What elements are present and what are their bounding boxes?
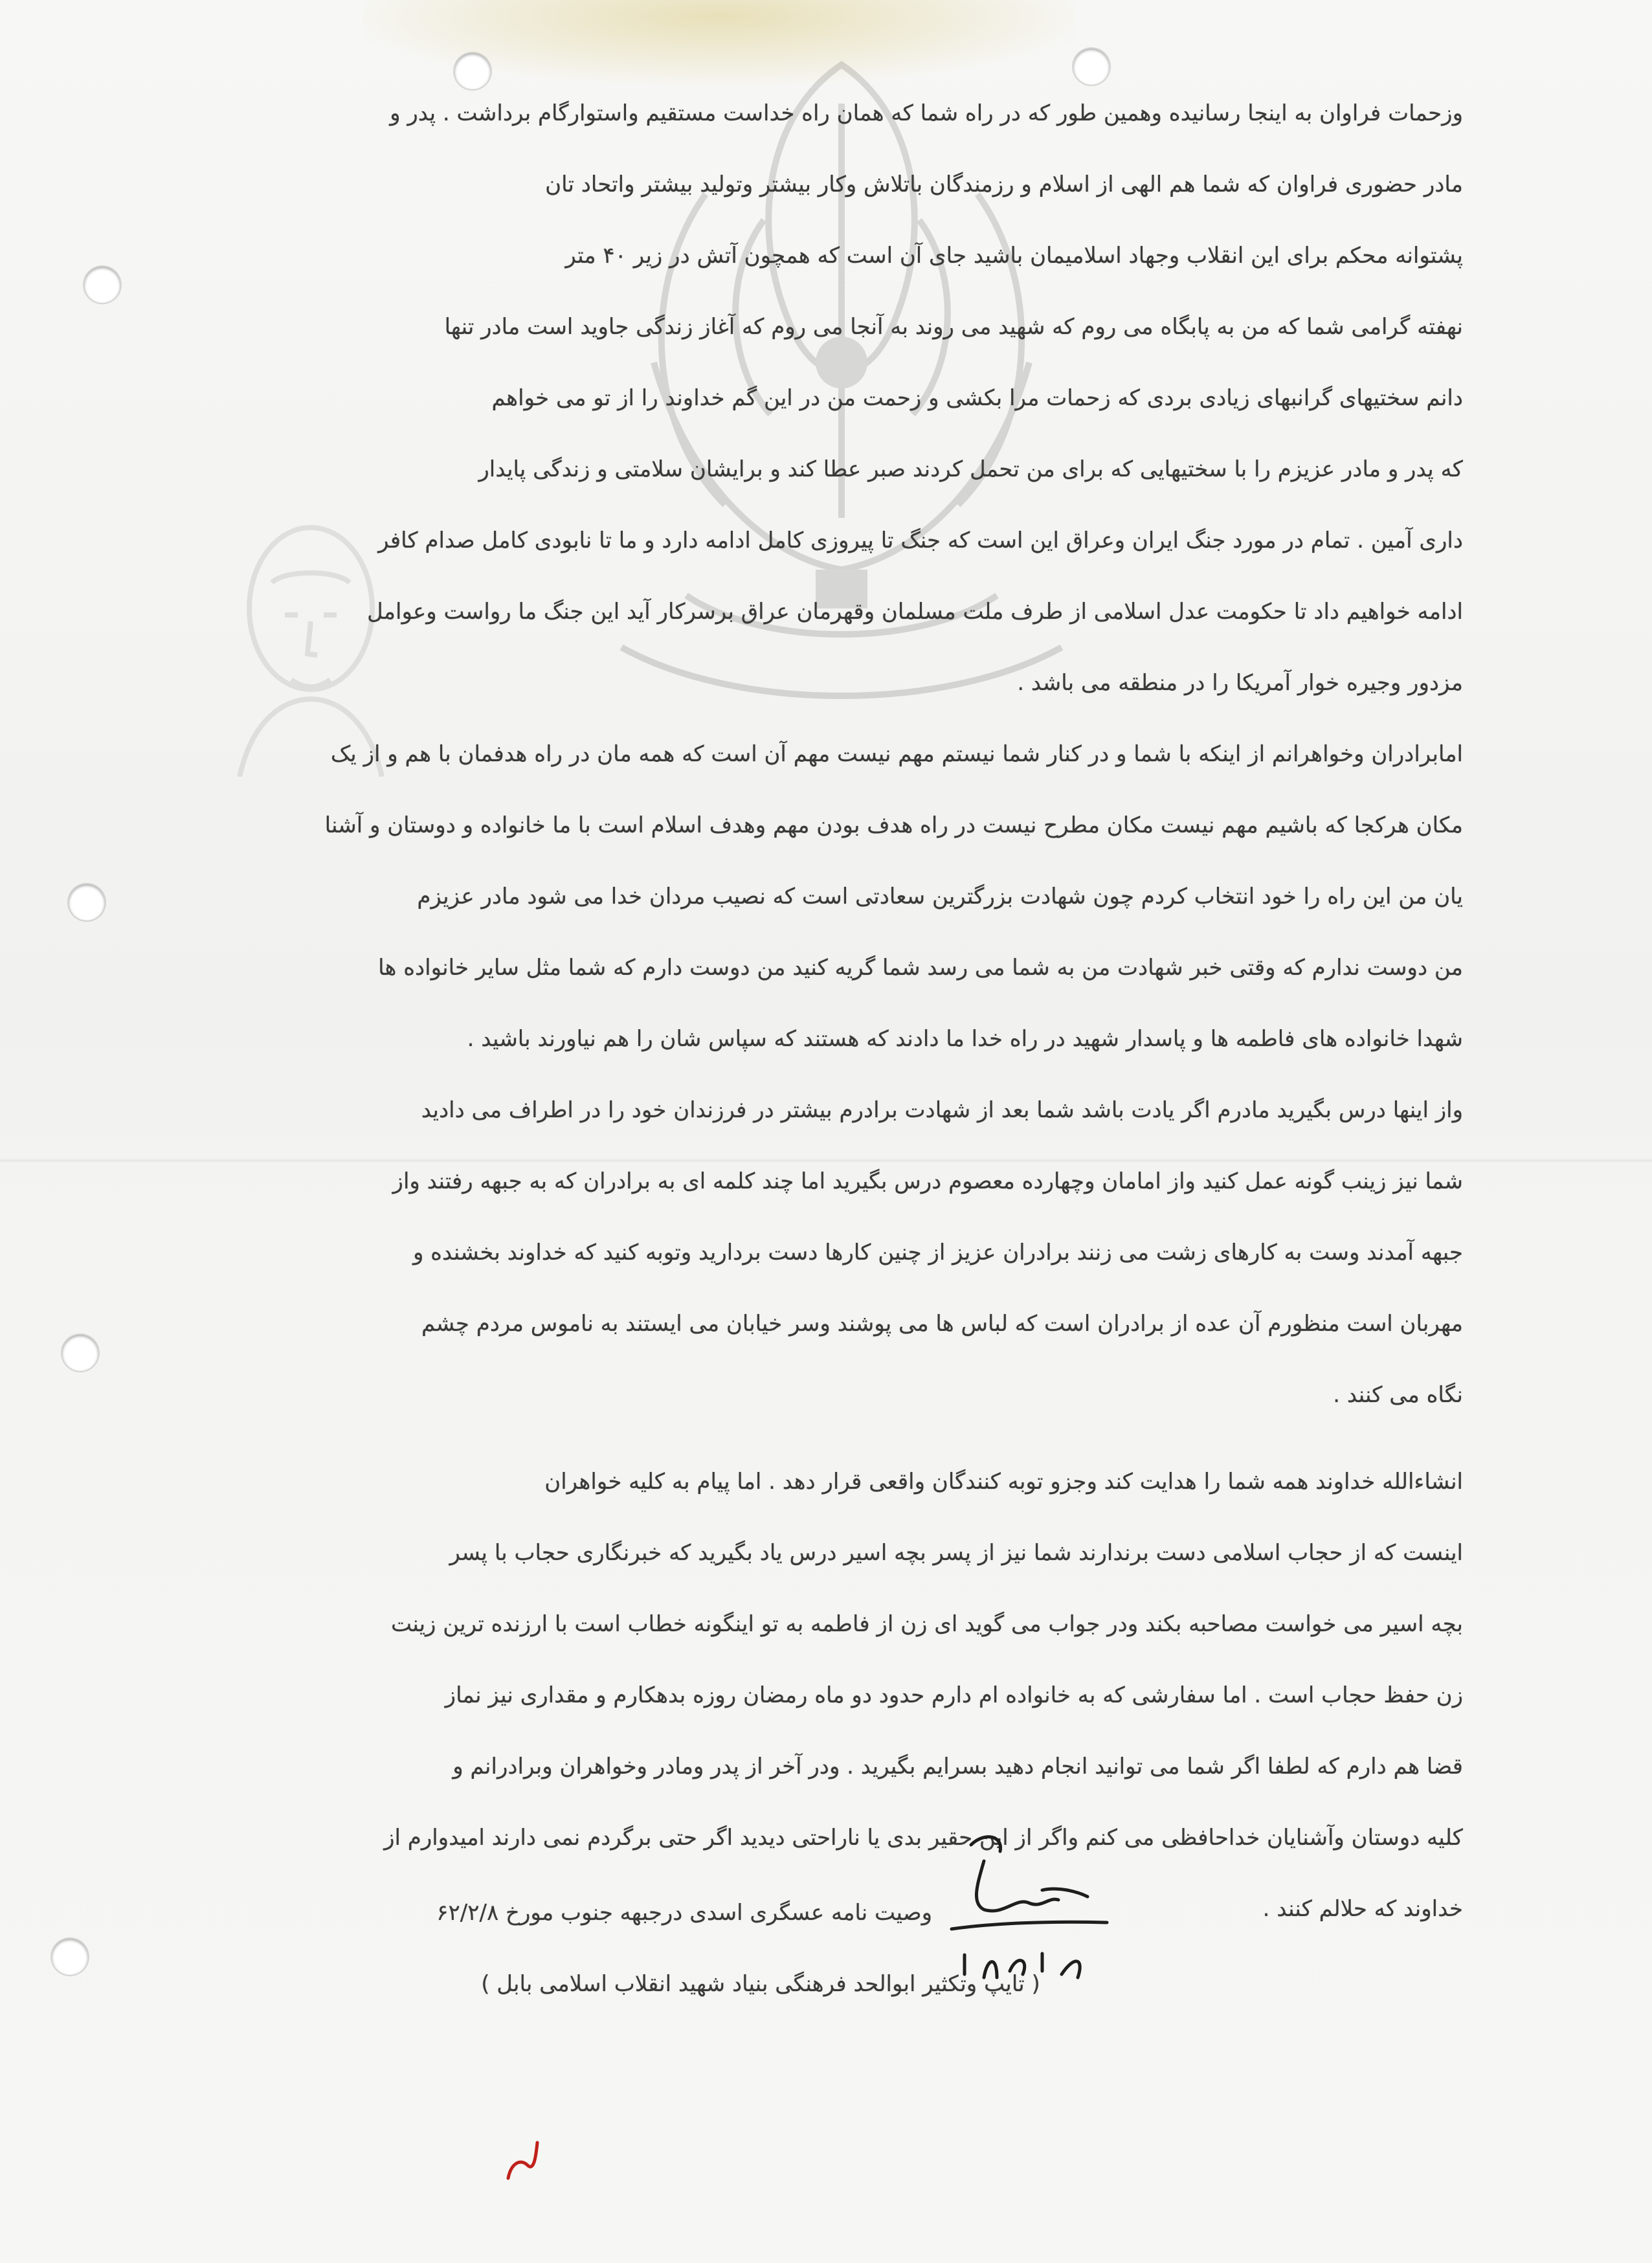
text-line: وزحمات فراوان به اینجا رسانیده وهمین طور که در راه شما که همان راه خداست مستقیم واستوارگام برداشت . پدر و <box>390 100 1463 126</box>
text-line: بچه اسیر می خواست مصاحبه بکند ودر جواب می گوید ای زن از فاطمه به تو اینگونه خطاب است با ارزنده ترین زینت <box>390 1611 1463 1637</box>
text-line: مهربان است منظورم آن عده از برادران است که لباس ها می پوشند وسر خیابان می ایستند به ناموس مردم چشم <box>421 1311 1463 1337</box>
text-line: نهفته گرامی شما که من به پابگاه می روم که شهید می روند به آنجا می روم که آغاز زندگی جاوید است مادر تنها <box>444 314 1463 340</box>
publisher-credit: ( تایپ وتکثیر ابوالحد فرهنگی بنیاد شهید انقلاب اسلامی بابل ) <box>481 1971 1040 1997</box>
will-body-text <box>129 78 1463 1945</box>
text-line: انشاءالله خداوند همه شما را هدایت کند وجزو توبه کنندگان واقعی قرار دهد . اما پیام به کلیه خواهران <box>544 1469 1463 1495</box>
binder-hole <box>62 1335 98 1371</box>
text-line: خداوند که حلالم کنند . <box>1262 1896 1463 1922</box>
paragraph <box>129 719 1463 1075</box>
text-line: من دوست ندارم که وقتی خبر شهادت من به شما می رسد شما گریه کنید من دوست دارم که شما مثل سایر خانواده ها <box>378 955 1463 981</box>
text-line: مکان هرکجا که باشیم مهم نیست مکان مطرح نیست در راه هدف بودن مهم وهدف اسلام است با ما خانواده و دوستان و آشنا <box>324 812 1463 838</box>
text-line: ادامه خواهیم داد تا حکومت عدل اسلامی از طرف ملت مسلمان وقهرمان عراق برسرکار آید این جنگ ما رواست وعوامل <box>367 599 1463 625</box>
handwritten-page-number <box>498 2126 550 2191</box>
will-date-line: وصیت نامه عسگری اسدی درجبهه جنوب مورخ ۶۲/۲/۸ <box>436 1900 932 1926</box>
binder-hole <box>52 1939 88 1975</box>
paragraph <box>129 1446 1463 1945</box>
text-line: مزدور وجیره خوار آمریکا را در منطقه می باشد . <box>1017 670 1463 696</box>
paragraph <box>129 1075 1463 1431</box>
text-line: داری آمین . تمام در مورد جنگ ایران وعراق این است که جنگ تا پیروزی کامل ادامه دارد و ما تا نابودی کامل صدام کافر <box>378 528 1463 553</box>
text-line: واز اینها درس بگیرید مادرم اگر یادت باشد شما بعد از شهادت برادرم بیشتر در فرزندان خود را در اطراف می دادید <box>421 1097 1463 1123</box>
binder-hole <box>84 267 120 303</box>
text-line: کلیه دوستان وآشنایان خداحافظی می کنم واگر از این حقیر بدی یا ناراحتی دیدید اگر حتی برگردم نمی دارند امیدوارم از <box>384 1825 1463 1851</box>
text-line: یان من این راه را خود انتخاب کردم چون شهادت بزرگترین سعادتی است که نصیب مردان خدا می شود مادر عزیزم <box>417 884 1463 909</box>
text-line: دانم سختیهای گرانبهای زیادی بردی که زحمات مرا بکشی و زحمت من در این گم خداوند را از تو می خواهم <box>491 385 1463 411</box>
text-line: قضا هم دارم که لطفا اگر شما می توانید انجام دهید بسرایم بگیرید . ودر آخر از پدر ومادر وخواهران وبرادرانم و <box>452 1754 1463 1779</box>
text-line: اینست که از حجاب اسلامی دست برندارند شما نیز از پسر بچه اسیر درس یاد بگیرید که خبرنگاری حجاب با پسر <box>449 1540 1463 1566</box>
text-line: امابرادران وخواهرانم از اینکه با شما و در کنار شما نیستم مهم نیست مهم آن است که همه مان در راه هدفمان با هم و از یک <box>330 741 1463 767</box>
text-line: شهدا خانواده های فاطمه ها و پاسدار شهید در راه خدا ما دادند که هستند که سپاس شان را هم نیاورند باشید . <box>467 1026 1463 1052</box>
binder-hole <box>69 884 105 920</box>
paragraph <box>129 78 1463 719</box>
text-line: زن حفظ حجاب است . اما سفارشی که به خانواده ام دارم حدود دو ماه رمضان روزه بدهکارم و مقداری نیز نماز <box>445 1682 1463 1708</box>
text-line: جبهه آمدند وست به کارهای زشت می زنند برادران عزیز از چنین کارها دست بردارید وتوبه کنید که خداوند بخشنده و <box>412 1240 1463 1265</box>
text-line: که پدر و مادر عزیزم را با سختیهایی که برای من تحمل کردند صبر عطا کند و برایشان سلامتی و زندگی پایدار <box>478 456 1463 482</box>
text-line: شما نیز زینب گونه عمل کنید واز امامان وچهارده معصوم درس بگیرید اما چند کلمه ای به برادران که به جبهه رفتند واز <box>392 1168 1463 1194</box>
text-line: پشتوانه محکم برای این انقلاب وجهاد اسلامیمان باشید جای آن است که همچون آتش در زیر ۴۰ متر <box>565 243 1463 269</box>
text-line: نگاه می کنند . <box>1333 1382 1463 1408</box>
text-line: مادر حضوری فراوان که شما هم الهی از اسلام و رزمندگان باتلاش وکار بیشتر وتولید بیشتر واتحاد تان <box>545 172 1463 197</box>
